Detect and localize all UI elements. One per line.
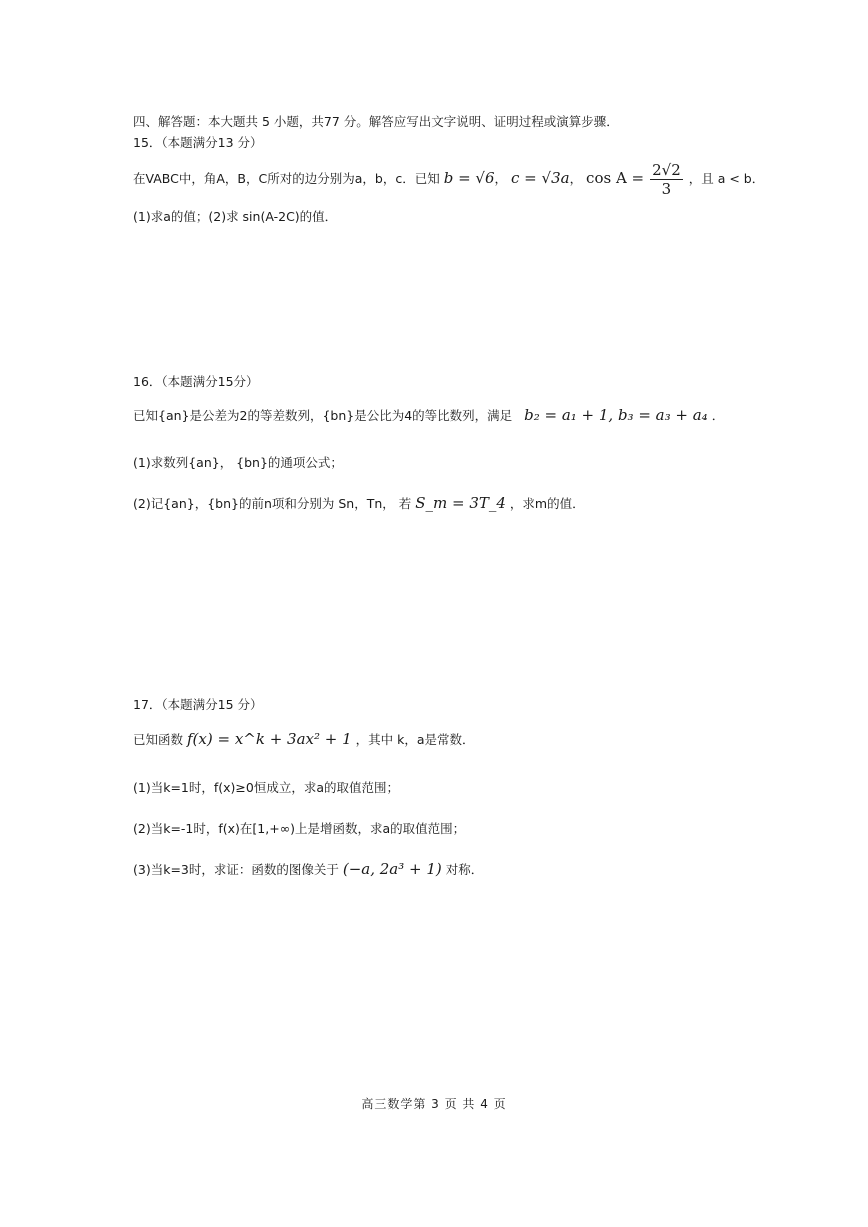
- problem-17-stem-tail: ，其中 k，a是常数．: [355, 732, 475, 747]
- problem-15-stem-tail: ，且 a < b．: [688, 171, 765, 186]
- section-header: 四、解答题：本大题共 5 小题，共77 分。解答应写出文字说明、证明过程或演算步骤．: [133, 114, 619, 129]
- problem-15-frac-den: 3: [661, 180, 672, 198]
- problem-17-part-3-text: (3)当k=3时，求证：函数的图像关于: [133, 862, 339, 877]
- problem-17-part-3-tail: 对称．: [445, 862, 484, 877]
- problem-16-part-2-math: S_m = 3T_4: [415, 494, 506, 512]
- problem-17-stem-text: 已知函数: [133, 732, 184, 747]
- problem-15-part-1: (1)求a的值；(2)求 sin(A-2C)的值．: [133, 209, 338, 224]
- problem-16-title: 16．（本题满分15分）: [133, 374, 259, 389]
- problem-17-part-3: [133, 860, 483, 878]
- problem-16-part-1: (1)求数列{an}， {bn}的通项公式；: [133, 455, 343, 470]
- problem-15-title: 15．（本题满分13 分）: [133, 135, 263, 150]
- problem-15-frac-num: 2√2: [652, 161, 681, 179]
- problem-15-fraction: [650, 161, 683, 198]
- problem-15-b-expr: b = √6: [443, 169, 495, 187]
- problem-16-stem-math: b₂ = a₁ + 1, b₃ = a₃ + a₄: [524, 406, 708, 424]
- problem-15-stem: 在VABC中，角A，B，C所对的边分别为a，b，c．已知 b = √6， c = √3a， cos A = $\frac{2√2}{3}$ ，且 a < b．: [133, 161, 765, 198]
- problem-17-part-2: (2)当k=-1时，f(x)在[1,+∞)上是增函数，求a的取值范围；: [133, 821, 466, 836]
- problem-17-stem: [133, 730, 475, 748]
- problem-15-c-expr: c = √3a: [511, 169, 570, 187]
- problem-17-part-1: (1)当k=1时，f(x)≥0恒成立，求a的取值范围；: [133, 780, 400, 795]
- problem-16-part-2: [133, 494, 585, 512]
- problem-17-title: 17．（本题满分15 分）: [133, 697, 263, 712]
- page-footer: 高三数学第 3 页 共 4 页: [361, 1097, 507, 1111]
- problem-15-cos-expr: cos A =: [586, 169, 645, 187]
- problem-17-part-3-point: (−a, 2a³ + 1): [342, 860, 442, 878]
- problem-16-part-2-text: (2)记{an}，{bn}的前n项和分别为 Sn，Tn， 若: [133, 496, 412, 511]
- problem-16-part-2-tail: ，求m的值．: [509, 496, 585, 511]
- problem-17-stem-math: f(x) = x^k + 3ax² + 1: [187, 730, 352, 748]
- problem-15-stem-text: 在VABC中，角A，B，C所对的边分别为a，b，c．已知: [133, 171, 440, 186]
- problem-16-stem: [133, 406, 724, 424]
- problem-16-stem-tail: ．: [711, 408, 725, 423]
- problem-16-stem-text: 已知{an}是公差为2的等差数列，{bn}是公比为4的等比数列，满足: [133, 408, 513, 423]
